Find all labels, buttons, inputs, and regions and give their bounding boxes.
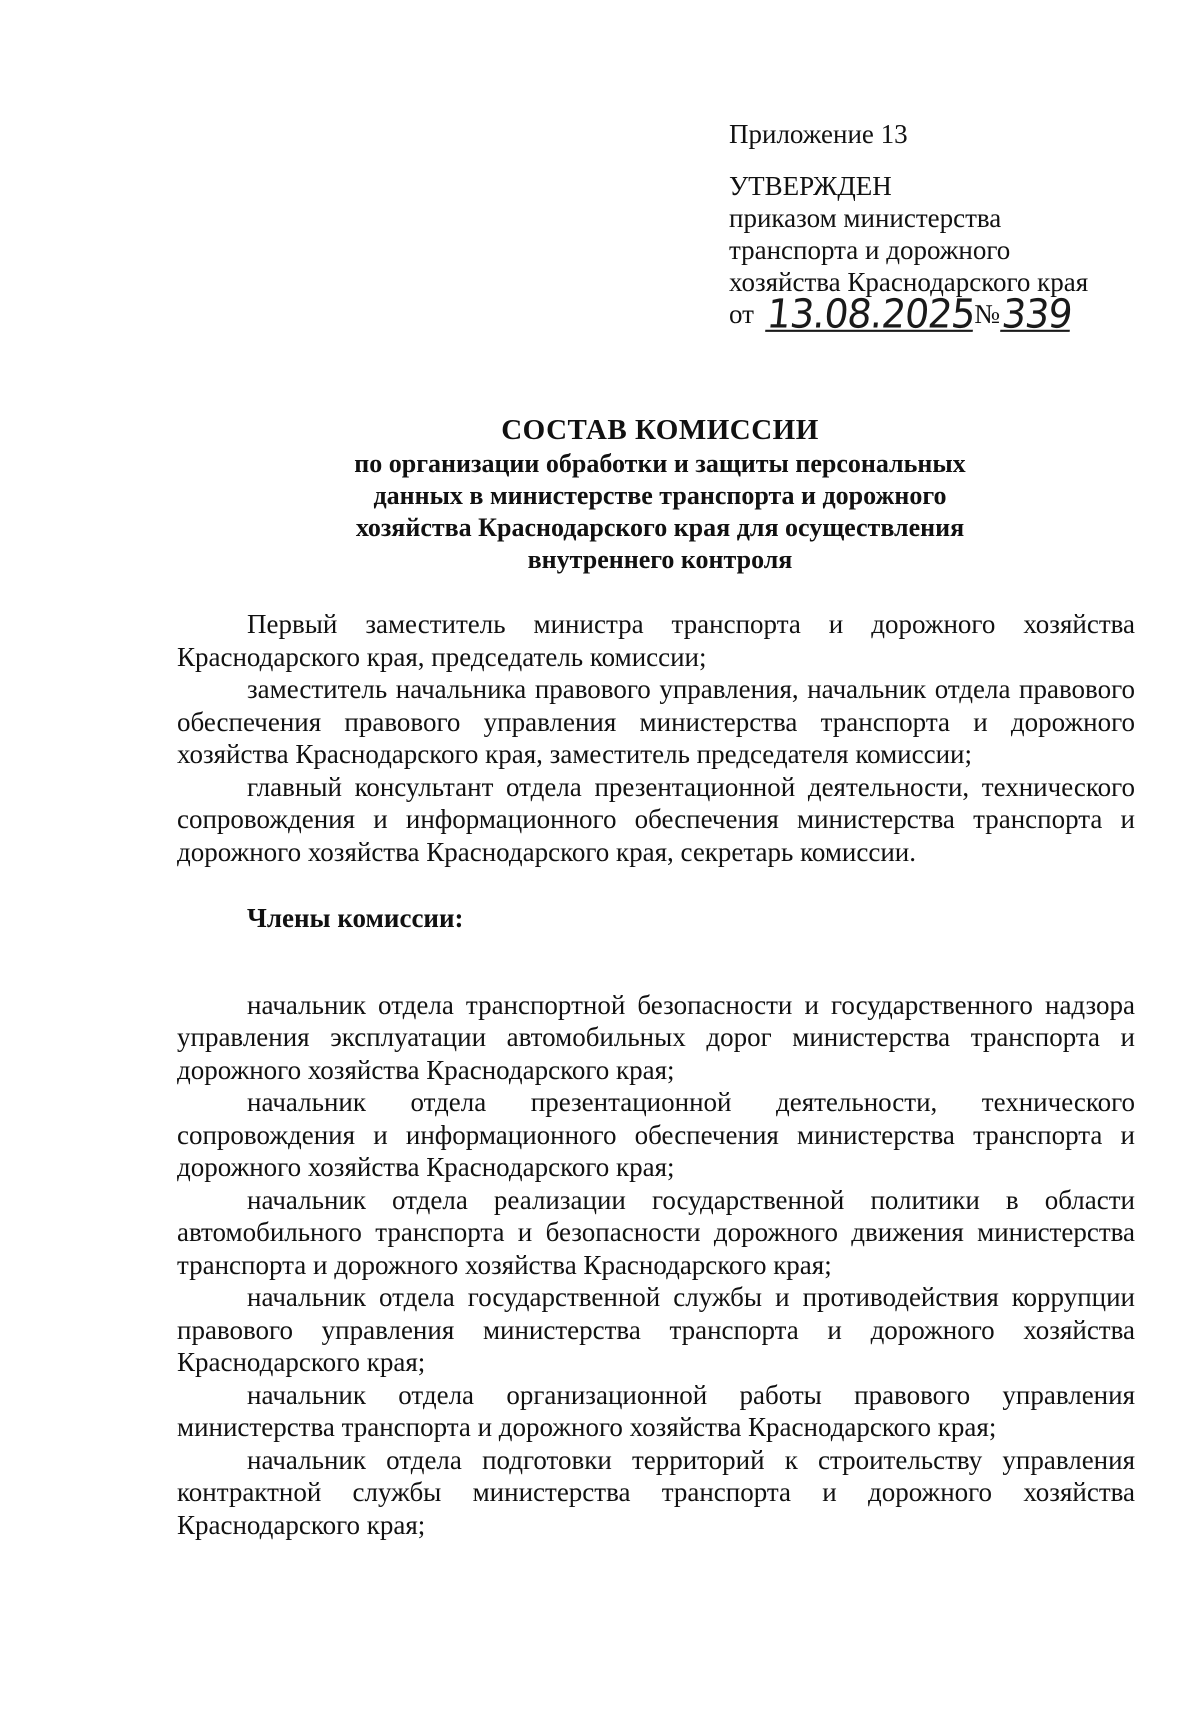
subtitle-line-2: данных в министерстве транспорта и дорожного	[373, 481, 947, 510]
member-paragraph: начальник отдела реализации государственной политики в области автомобильного транспорта и безопасности дорожного движения министерства транспорта и дорожного хозяйства Краснодарского края;	[177, 1184, 1135, 1280]
order-date-line	[729, 290, 1169, 338]
member-paragraph: начальник отдела подготовки территорий к строительству управления контрактной службы министерства транспорта и дорожного хозяйства Краснодарского края;	[177, 1444, 1135, 1540]
approval-line-3: хозяйства Краснодарского края	[729, 267, 1089, 297]
date-prefix: от	[729, 299, 754, 329]
document-title: СОСТАВ КОМИССИИ	[501, 414, 819, 446]
order-date: 13.08.2025	[764, 290, 977, 338]
order-number: 339	[999, 290, 1075, 338]
subtitle-line-1: по организации обработки и защиты персональных	[354, 449, 966, 478]
member-paragraph: начальник отдела организационной работы правового управления министерства транспорта и дорожного хозяйства Краснодарского края;	[177, 1379, 1135, 1442]
approval-block	[729, 118, 1169, 338]
subtitle-line-4: внутреннего контроля	[527, 545, 793, 574]
deputy-chairman-paragraph: заместитель начальника правового управления, начальник отдела правового обеспечения правового управления министерства транспорта и дорожного хозяйства Краснодарского края, заместитель председателя комиссии;	[177, 674, 1135, 769]
approval-line-1: приказом министерства	[729, 203, 1002, 233]
appendix-label: Приложение 13	[729, 119, 908, 149]
secretary-paragraph: главный консультант отдела презентационной деятельности, технического сопровождения и информационного обеспечения министерства транспорта и дорожного хозяйства Краснодарского края, секретарь комиссии.	[177, 771, 1135, 867]
document-title-block	[180, 412, 1140, 576]
approval-line-2: транспорта и дорожного	[729, 235, 1011, 265]
chairman-paragraph: Первый заместитель министра транспорта и дорожного хозяйства Краснодарского края, председатель комиссии;	[177, 609, 1135, 672]
member-paragraph: начальник отдела транспортной безопасности и государственного надзора управления эксплуатации автомобильных дорог министерства транспорта и дорожного хозяйства Краснодарского края;	[177, 989, 1135, 1085]
approval-title: УТВЕРЖДЕН	[729, 171, 892, 201]
document-body	[177, 608, 1135, 1541]
subtitle-line-3: хозяйства Краснодарского края для осуществления	[355, 513, 965, 542]
member-paragraph: начальник отдела государственной службы и противодействия коррупции правового управления министерства транспорта и дорожного хозяйства Краснодарского края;	[177, 1282, 1135, 1377]
number-sign: №	[974, 299, 1001, 329]
members-heading: Члены комиссии:	[247, 903, 464, 933]
member-paragraph: начальник отдела презентационной деятельности, технического сопровождения и информационного обеспечения министерства транспорта и дорожного хозяйства Краснодарского края;	[177, 1087, 1135, 1182]
